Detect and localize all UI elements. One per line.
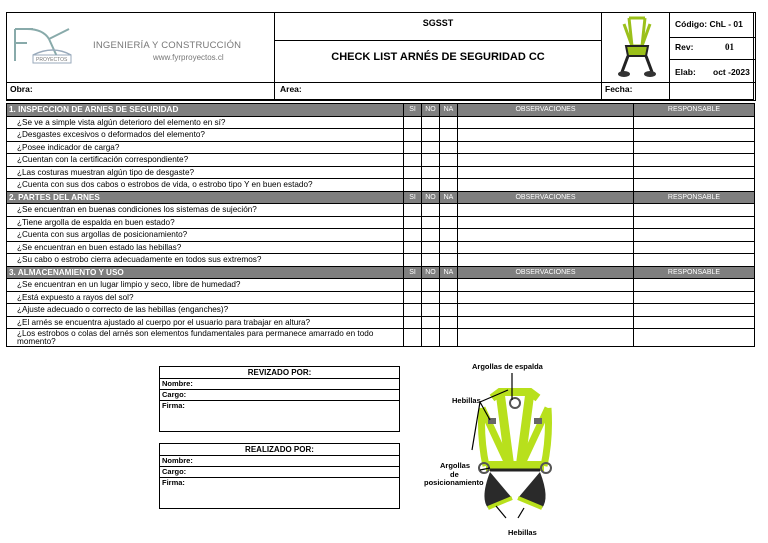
question-text: ¿Está expuesto a rayos del sol? [7,291,404,304]
elaboration-value: oct -2023 [713,67,750,77]
label-argollas-espalda: Argollas de espalda [472,362,543,371]
no-cell[interactable] [422,241,440,254]
na-cell[interactable] [440,141,458,154]
question-text: ¿Se ve a simple vista algún deterioro del elemento en sí? [7,116,404,129]
revisado-firma-field[interactable]: Firma: [162,401,185,410]
obs-cell[interactable] [458,204,634,217]
document-code: Código: ChL - 01 [669,12,756,38]
si-cell[interactable] [404,166,422,179]
resp-cell[interactable] [634,116,755,129]
document-title: CHECK LIST ARNÉS DE SEGURIDAD CC [274,40,602,83]
label-posicionamiento-2: de [450,470,459,479]
obs-cell[interactable] [458,166,634,179]
na-cell[interactable] [440,254,458,267]
buckle-right [534,418,542,424]
checklist-row [7,229,755,242]
revisado-cargo-field[interactable]: Cargo: [160,390,399,401]
na-cell[interactable] [440,279,458,292]
area-field[interactable]: Area: [274,82,602,101]
section-title: 1. INSPECCION DE ARNES DE SEGURIDAD [7,104,404,117]
checklist-row [7,316,755,329]
system-name: SGSST [274,12,602,41]
checklist-row [7,166,755,179]
column-header-obs: OBSERVACIONES [458,191,634,204]
revision-row [669,37,756,60]
obs-cell[interactable] [458,316,634,329]
fecha-value-field[interactable] [669,82,756,101]
form-header [6,12,754,100]
question-text: ¿Cuenta con sus argollas de posicionamiento? [7,229,404,242]
na-cell[interactable] [440,116,458,129]
no-cell[interactable] [422,166,440,179]
obs-cell[interactable] [458,216,634,229]
fecha-field[interactable]: Fecha: [601,82,670,101]
column-header-no: NO [422,191,440,204]
realizado-title: REALIZADO POR: [160,444,399,456]
harness-icon-cell [601,12,670,83]
no-cell[interactable] [422,116,440,129]
column-header-obs: OBSERVACIONES [458,266,634,279]
checklist-row [7,291,755,304]
resp-cell[interactable] [634,204,755,217]
no-cell[interactable] [422,254,440,267]
checklist-row [7,304,755,317]
label-posicionamiento-1: Argollas [440,461,471,470]
checklist-row [7,279,755,292]
resp-cell[interactable] [634,154,755,167]
obs-cell[interactable] [458,229,634,242]
question-text: ¿Cuenta con sus dos cabos o estrobos de vida, o estrobo tipo Y en buen estado? [7,179,404,192]
na-cell[interactable] [440,329,458,347]
na-cell[interactable] [440,129,458,142]
obs-cell[interactable] [458,279,634,292]
column-header-na: NA [440,266,458,279]
question-text: ¿Cuentan con la certificación correspondiente? [7,154,404,167]
question-text: ¿Tiene argolla de espalda en buen estado? [7,216,404,229]
section-title: 3. ALMACENAMIENTO Y USO [7,266,404,279]
column-header-resp: RESPONSABLE [634,266,755,279]
obs-cell[interactable] [458,154,634,167]
checklist-row [7,241,755,254]
resp-cell[interactable] [634,179,755,192]
elaboration-row [669,59,756,83]
no-cell[interactable] [422,204,440,217]
na-cell[interactable] [440,229,458,242]
checklist-row [7,329,755,347]
harness-icon [616,16,658,80]
no-cell[interactable] [422,304,440,317]
column-header-si: SI [404,104,422,117]
company-name: INGENIERÍA Y CONSTRUCCIÓN [93,40,242,51]
resp-cell[interactable] [634,304,755,317]
si-cell[interactable] [404,279,422,292]
column-header-resp: RESPONSABLE [634,104,755,117]
column-header-si: SI [404,266,422,279]
na-cell[interactable] [440,241,458,254]
checklist-row [7,129,755,142]
si-cell[interactable] [404,116,422,129]
company-website: www.fyrproyectos.cl [153,53,224,62]
checklist-row [7,204,755,217]
section-title: 2. PARTES DEL ARNES [7,191,404,204]
si-cell[interactable] [404,291,422,304]
no-cell[interactable] [422,229,440,242]
checklist-table [6,103,755,347]
no-cell[interactable] [422,291,440,304]
resp-cell[interactable] [634,241,755,254]
resp-cell[interactable] [634,166,755,179]
na-cell[interactable] [440,316,458,329]
realizado-block [159,443,400,509]
question-text: ¿Se encuentran en un lugar limpio y seco, libre de humedad? [7,279,404,292]
question-text: ¿Se encuentran en buen estado las hebillas? [7,241,404,254]
na-cell[interactable] [440,166,458,179]
checklist-row [7,116,755,129]
obs-cell[interactable] [458,129,634,142]
label-hebillas-bottom: Hebillas [508,528,537,537]
no-cell[interactable] [422,179,440,192]
question-text: ¿El arnés se encuentra ajustado al cuerpo por el usuario para trabajar en altura? [7,316,404,329]
na-cell[interactable] [440,179,458,192]
si-cell[interactable] [404,204,422,217]
no-cell[interactable] [422,129,440,142]
resp-cell[interactable] [634,254,755,267]
si-cell[interactable] [404,216,422,229]
revisado-title: REVIZADO POR: [160,367,399,379]
question-text: ¿Ajuste adecuado o correcto de las hebillas (enganches)? [7,304,404,317]
column-header-na: NA [440,104,458,117]
obs-cell[interactable] [458,291,634,304]
question-text: ¿Su cabo o estrobo cierra adecuadamente en todos sus extremos? [7,254,404,267]
question-text: ¿Se encuentran en buenas condiciones los sistemas de sujeción? [7,204,404,217]
na-cell[interactable] [440,154,458,167]
obs-cell[interactable] [458,116,634,129]
harness-diagram [420,358,600,540]
obs-cell[interactable] [458,329,634,347]
si-cell[interactable] [404,316,422,329]
na-cell[interactable] [440,304,458,317]
column-header-no: NO [422,266,440,279]
resp-cell[interactable] [634,216,755,229]
checklist-row [7,179,755,192]
elaboration-label: Elab: [675,67,696,77]
question-text: ¿Desgastes excesivos o deformados del elemento? [7,129,404,142]
si-cell[interactable] [404,179,422,192]
logo-cell [6,12,275,83]
checklist-row [7,254,755,267]
revisado-block [159,366,400,432]
checklist-row [7,216,755,229]
obs-cell[interactable] [458,304,634,317]
question-text: ¿Las costuras muestran algún tipo de desgaste? [7,166,404,179]
section-header [7,191,755,204]
si-cell[interactable] [404,129,422,142]
resp-cell[interactable] [634,291,755,304]
checklist-row [7,154,755,167]
realizado-cargo-field[interactable]: Cargo: [160,467,399,478]
si-cell[interactable] [404,254,422,267]
si-cell[interactable] [404,329,422,347]
column-header-obs: OBSERVACIONES [458,104,634,117]
resp-cell[interactable] [634,316,755,329]
no-cell[interactable] [422,216,440,229]
question-text: ¿Posee indicador de carga? [7,141,404,154]
obs-cell[interactable] [458,241,634,254]
revision-value: 01 [725,42,734,52]
na-cell[interactable] [440,291,458,304]
resp-cell[interactable] [634,141,755,154]
logo-subtext: PROYECTOS [36,57,68,63]
column-header-resp: RESPONSABLE [634,191,755,204]
column-header-si: SI [404,191,422,204]
obs-cell[interactable] [458,179,634,192]
obs-cell[interactable] [458,141,634,154]
question-text: ¿Los estrobos o colas del arnés son elementos fundamentales para permanece amarrado en todo momento? [7,329,404,347]
revision-label: Rev: [675,42,694,52]
column-header-no: NO [422,104,440,117]
section-header [7,266,755,279]
si-cell[interactable] [404,241,422,254]
section-header [7,104,755,117]
column-header-na: NA [440,191,458,204]
label-hebillas-top: Hebillas [452,396,481,405]
obs-cell[interactable] [458,254,634,267]
no-cell[interactable] [422,316,440,329]
si-cell[interactable] [404,304,422,317]
na-cell[interactable] [440,204,458,217]
checklist-row [7,141,755,154]
si-cell[interactable] [404,154,422,167]
si-cell[interactable] [404,141,422,154]
revisado-nombre-field[interactable]: Nombre: [160,379,399,390]
realizado-firma-field[interactable]: Firma: [162,478,185,487]
no-cell[interactable] [422,154,440,167]
si-cell[interactable] [404,229,422,242]
label-posicionamiento-3: posicionamiento [424,478,484,487]
resp-cell[interactable] [634,279,755,292]
resp-cell[interactable] [634,329,755,347]
no-cell[interactable] [422,329,440,347]
resp-cell[interactable] [634,129,755,142]
no-cell[interactable] [422,279,440,292]
no-cell[interactable] [422,141,440,154]
na-cell[interactable] [440,216,458,229]
resp-cell[interactable] [634,229,755,242]
obra-field[interactable]: Obra: [6,82,275,101]
realizado-nombre-field[interactable]: Nombre: [160,456,399,467]
